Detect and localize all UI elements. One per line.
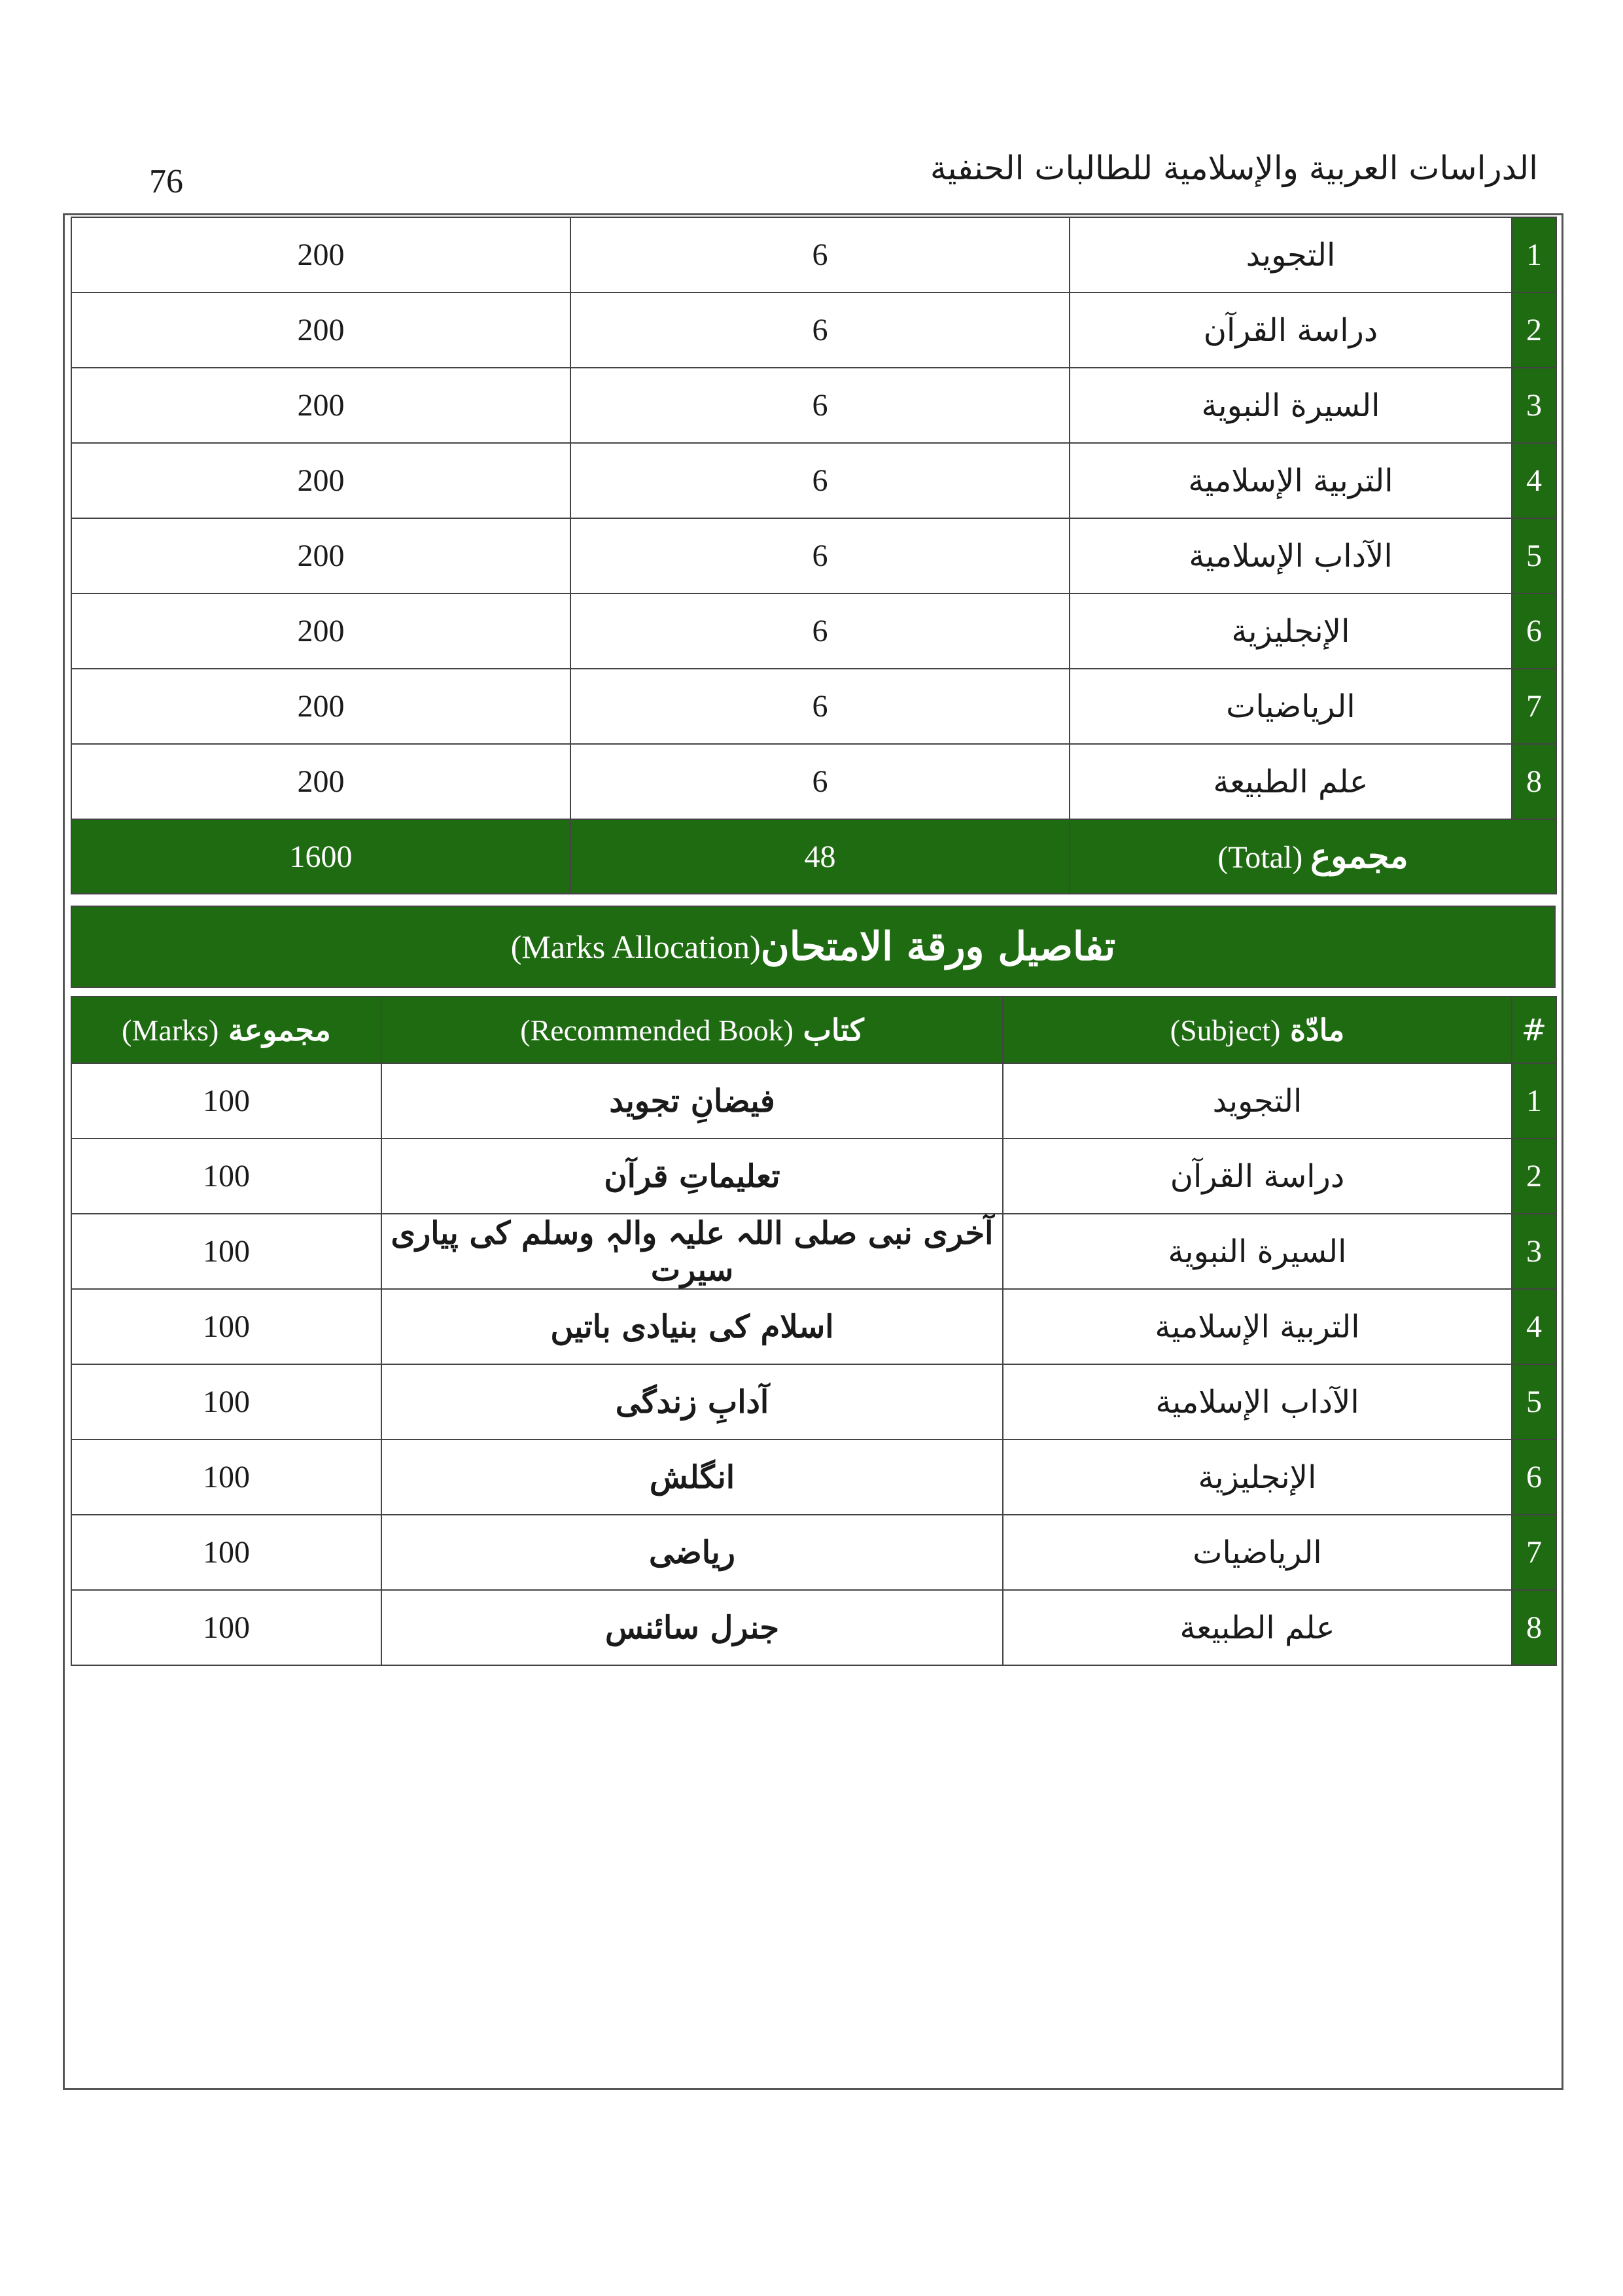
section-title-ar: تفاصيل ورقة الامتحان [760,924,1116,970]
header-subject-en: (Subject) [1170,1014,1281,1047]
row-number: 6 [1512,1439,1556,1515]
row-number: 3 [1512,1214,1556,1289]
subject-cell: التربية الإسلامية [1070,443,1512,518]
marks-cell: 100 [71,1214,381,1289]
marks-cell: 100 [71,1439,381,1515]
subject-cell: الإنجليزية [1070,593,1512,669]
total-label-en: (Total) [1217,840,1303,875]
periods-cell: 6 [570,292,1070,368]
periods-cell: 6 [570,518,1070,593]
subject-cell: التجويد [1003,1063,1512,1139]
book-cell: فیضانِ تجوید [381,1063,1003,1139]
marks-cell: 200 [71,292,570,368]
marks-cell: 100 [71,1289,381,1364]
section-title-en: (Marks Allocation) [510,928,761,965]
book-cell: ریاضی [381,1515,1003,1590]
row-number: 5 [1512,1364,1556,1439]
subject-cell: الآداب الإسلامية [1003,1364,1512,1439]
marks-cell: 200 [71,368,570,443]
table-row [71,1289,1556,1364]
table-row [71,1214,1556,1289]
header-marks [71,997,381,1063]
row-number: 1 [1512,217,1556,292]
row-number: 3 [1512,368,1556,443]
marks-cell: 100 [71,1515,381,1590]
subject-cell: التجويد [1070,217,1512,292]
book-cell: تعلیماتِ قرآن [381,1139,1003,1214]
total-row [71,819,1556,894]
subject-cell: التربية الإسلامية [1003,1289,1512,1364]
marks-cell: 100 [71,1590,381,1665]
row-number: 7 [1512,1515,1556,1590]
table-row [71,1063,1556,1139]
marks-allocation-heading [71,906,1556,988]
row-number: 5 [1512,518,1556,593]
periods-cell: 6 [570,669,1070,744]
subject-cell: الإنجليزية [1003,1439,1512,1515]
marks-cell: 100 [71,1063,381,1139]
header-marks-ar: مجموعة [228,1012,331,1048]
row-number: 8 [1512,744,1556,819]
header-number: # [1512,997,1556,1063]
subjects-hours-table [71,217,1557,894]
total-label-ar: مجموع [1310,838,1408,875]
marks-cell: 200 [71,744,570,819]
header-book-en: (Recommended Book) [520,1014,794,1047]
subject-cell: الرياضيات [1003,1515,1512,1590]
table-row [71,518,1556,593]
header-book [381,997,1003,1063]
book-cell: آدابِ زندگی [381,1364,1003,1439]
header-book-ar: كتاب [803,1012,864,1048]
marks-allocation-table [71,996,1557,1666]
table-row [71,744,1556,819]
subject-cell: السيرة النبوية [1070,368,1512,443]
subject-cell: الرياضيات [1070,669,1512,744]
row-number: 4 [1512,1289,1556,1364]
marks-cell: 200 [71,443,570,518]
marks-cell: 200 [71,518,570,593]
marks-cell: 200 [71,593,570,669]
row-number: 8 [1512,1590,1556,1665]
running-title: الدراسات العربية والإسلامية للطالبات الحنفية [930,149,1538,187]
book-cell: انگلش [381,1439,1003,1515]
table-row [71,217,1556,292]
subject-cell: السيرة النبوية [1003,1214,1512,1289]
total-label [1070,819,1556,894]
table-row [71,669,1556,744]
header-subject [1003,997,1512,1063]
marks-cell: 100 [71,1364,381,1439]
book-cell: آخری نبی صلی اللہ علیہ والہٖ وسلم کی پیاری سیرت [381,1214,1003,1289]
row-number: 4 [1512,443,1556,518]
periods-cell: 6 [570,593,1070,669]
marks-table-header [71,997,1556,1063]
table-row [71,593,1556,669]
total-periods: 48 [570,819,1070,894]
marks-cell: 200 [71,217,570,292]
table-row [71,1439,1556,1515]
table-row [71,292,1556,368]
row-number: 6 [1512,593,1556,669]
book-cell: جنرل سائنس [381,1590,1003,1665]
table-row [71,1139,1556,1214]
periods-cell: 6 [570,744,1070,819]
subject-cell: الآداب الإسلامية [1070,518,1512,593]
row-number: 7 [1512,669,1556,744]
page-number: 76 [149,163,183,200]
table-row [71,1364,1556,1439]
marks-cell: 100 [71,1139,381,1214]
row-number: 1 [1512,1063,1556,1139]
subject-cell: دراسة القرآن [1070,292,1512,368]
table-row [71,1590,1556,1665]
row-number: 2 [1512,1139,1556,1214]
subject-cell: علم الطبيعة [1070,744,1512,819]
book-cell: اسلام کی بنیادی باتیں [381,1289,1003,1364]
periods-cell: 6 [570,217,1070,292]
subject-cell: دراسة القرآن [1003,1139,1512,1214]
marks-cell: 200 [71,669,570,744]
row-number: 2 [1512,292,1556,368]
total-marks: 1600 [71,819,570,894]
header-subject-ar: مادّة [1290,1012,1345,1048]
table-row [71,368,1556,443]
table-row [71,443,1556,518]
periods-cell: 6 [570,368,1070,443]
subject-cell: علم الطبيعة [1003,1590,1512,1665]
periods-cell: 6 [570,443,1070,518]
header-marks-en: (Marks) [122,1014,219,1047]
table-row [71,1515,1556,1590]
